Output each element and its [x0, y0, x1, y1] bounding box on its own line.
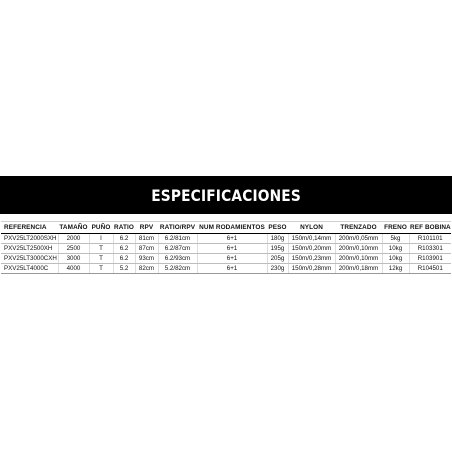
header-ratio: RATIO — [113, 222, 135, 234]
header-ref-bobina: REF BOBINA — [409, 222, 451, 234]
header-num-rodamientos: NUM RODAMIENTOS — [197, 222, 267, 234]
cell-puno: T — [89, 264, 113, 274]
table-row — [1, 264, 451, 274]
specifications-table — [1, 221, 451, 274]
cell-rpv: 87cm — [135, 244, 158, 254]
cell-ref-bobina: R103301 — [409, 244, 451, 254]
cell-ratio-rpv: 5.2/82cm — [158, 264, 197, 274]
cell-ref-bobina: R103901 — [409, 254, 451, 264]
banner-title: ESPECIFICACIONES — [151, 185, 301, 205]
cell-referencia: PXV25LT3000CXH — [1, 254, 58, 264]
cell-peso: 230g — [267, 264, 288, 274]
cell-ratio: 6.2 — [113, 234, 135, 244]
cell-num-rodamientos: 6+1 — [197, 254, 267, 264]
cell-trenzado: 200m/0,10mm — [335, 254, 382, 264]
cell-ref-bobina: R101101 — [409, 234, 451, 244]
header-freno: FRENO — [382, 222, 409, 234]
cell-ratio: 6.2 — [113, 254, 135, 264]
table-row — [1, 254, 451, 264]
cell-ratio: 6.2 — [113, 244, 135, 254]
cell-trenzado: 200m/0,10mm — [335, 244, 382, 254]
cell-puno: T — [89, 244, 113, 254]
table-row — [1, 244, 451, 254]
cell-nylon: 150m/0,23mm — [288, 254, 335, 264]
cell-tamano: 2000 — [58, 234, 89, 244]
cell-rpv: 82cm — [135, 264, 158, 274]
cell-referencia: PXV25LT4000C — [1, 264, 58, 274]
cell-tamano: 3000 — [58, 254, 89, 264]
cell-tamano: 2500 — [58, 244, 89, 254]
header-nylon: NYLON — [288, 222, 335, 234]
cell-nylon: 150m/0,14mm — [288, 234, 335, 244]
cell-puno: I — [89, 234, 113, 244]
header-tamano: TAMAÑO — [58, 222, 89, 234]
cell-ratio: 5.2 — [113, 264, 135, 274]
table-row — [1, 234, 451, 244]
header-puno: PUÑO — [89, 222, 113, 234]
cell-freno: 10kg — [382, 244, 409, 254]
cell-peso: 205g — [267, 254, 288, 264]
table-header-row — [1, 222, 451, 234]
cell-ratio-rpv: 6.2/87cm — [158, 244, 197, 254]
header-trenzado: TRENZADO — [335, 222, 382, 234]
cell-num-rodamientos: 6+1 — [197, 264, 267, 274]
cell-num-rodamientos: 6+1 — [197, 234, 267, 244]
cell-peso: 180g — [267, 234, 288, 244]
header-ratio-rpv: RATIO/RPV — [158, 222, 197, 234]
cell-referencia: PXV25LT2000SXH — [1, 234, 58, 244]
cell-tamano: 4000 — [58, 264, 89, 274]
cell-ratio-rpv: 6.2/93cm — [158, 254, 197, 264]
cell-freno: 10kg — [382, 254, 409, 264]
cell-peso: 195g — [267, 244, 288, 254]
cell-nylon: 150m/0,28mm — [288, 264, 335, 274]
specifications-banner — [0, 176, 452, 214]
header-peso: PESO — [267, 222, 288, 234]
cell-trenzado: 200m/0,18mm — [335, 264, 382, 274]
cell-referencia: PXV25LT2500XH — [1, 244, 58, 254]
cell-rpv: 93cm — [135, 254, 158, 264]
specifications-table-container — [1, 221, 451, 274]
cell-puno: T — [89, 254, 113, 264]
header-rpv: RPV — [135, 222, 158, 234]
cell-ref-bobina: R104501 — [409, 264, 451, 274]
header-referencia: REFERENCIA — [1, 222, 58, 234]
cell-freno: 5kg — [382, 234, 409, 244]
cell-trenzado: 200m/0,05mm — [335, 234, 382, 244]
cell-ratio-rpv: 6.2/81cm — [158, 234, 197, 244]
cell-freno: 12kg — [382, 264, 409, 274]
cell-num-rodamientos: 6+1 — [197, 244, 267, 254]
cell-rpv: 81cm — [135, 234, 158, 244]
cell-nylon: 150m/0,20mm — [288, 244, 335, 254]
